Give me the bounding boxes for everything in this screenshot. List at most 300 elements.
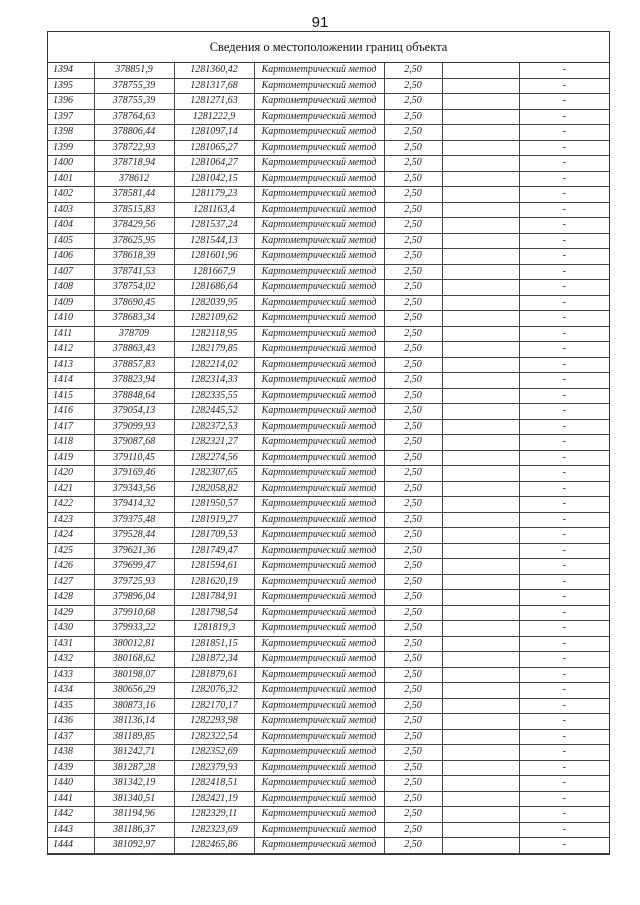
accuracy-cell: 2,50 — [384, 822, 442, 838]
point-number-cell: 1440 — [48, 776, 94, 792]
y-coordinate-cell: 1282329,11 — [174, 807, 254, 823]
method-cell: Картометрический метод — [254, 729, 384, 745]
table-body — [48, 63, 609, 853]
x-coordinate-cell: 379528,44 — [94, 528, 174, 544]
table-row — [48, 822, 609, 838]
method-cell: Картометрический метод — [254, 497, 384, 513]
y-coordinate-cell: 1281042,15 — [174, 171, 254, 187]
y-coordinate-cell: 1281798,54 — [174, 605, 254, 621]
description-cell — [442, 791, 519, 807]
description-cell — [442, 590, 519, 606]
x-coordinate-cell: 379414,32 — [94, 497, 174, 513]
y-coordinate-cell: 1281537,24 — [174, 218, 254, 234]
description-cell — [442, 357, 519, 373]
table-row — [48, 342, 609, 358]
y-coordinate-cell: 1282109,62 — [174, 311, 254, 327]
table-row — [48, 218, 609, 234]
point-number-cell: 1423 — [48, 512, 94, 528]
y-coordinate-cell: 1282465,86 — [174, 838, 254, 854]
point-number-cell: 1397 — [48, 109, 94, 125]
point-number-cell: 1402 — [48, 187, 94, 203]
description-cell — [442, 140, 519, 156]
method-cell: Картометрический метод — [254, 202, 384, 218]
y-coordinate-cell: 1282322,54 — [174, 729, 254, 745]
x-coordinate-cell: 379933,22 — [94, 621, 174, 637]
y-coordinate-cell: 1281667,9 — [174, 264, 254, 280]
note-cell: - — [519, 667, 609, 683]
point-number-cell: 1427 — [48, 574, 94, 590]
description-cell — [442, 683, 519, 699]
accuracy-cell: 2,50 — [384, 838, 442, 854]
x-coordinate-cell: 378806,44 — [94, 125, 174, 141]
point-number-cell: 1436 — [48, 714, 94, 730]
note-cell: - — [519, 264, 609, 280]
note-cell: - — [519, 481, 609, 497]
accuracy-cell: 2,50 — [384, 264, 442, 280]
x-coordinate-cell: 378709 — [94, 326, 174, 342]
point-number-cell: 1442 — [48, 807, 94, 823]
point-number-cell: 1421 — [48, 481, 94, 497]
x-coordinate-cell: 379343,56 — [94, 481, 174, 497]
method-cell: Картометрический метод — [254, 435, 384, 451]
note-cell: - — [519, 419, 609, 435]
table-row — [48, 543, 609, 559]
note-cell: - — [519, 791, 609, 807]
table-row — [48, 590, 609, 606]
accuracy-cell: 2,50 — [384, 233, 442, 249]
method-cell: Картометрический метод — [254, 590, 384, 606]
x-coordinate-cell: 378764,63 — [94, 109, 174, 125]
point-number-cell: 1417 — [48, 419, 94, 435]
description-cell — [442, 636, 519, 652]
accuracy-cell: 2,50 — [384, 156, 442, 172]
table-row — [48, 140, 609, 156]
point-number-cell: 1425 — [48, 543, 94, 559]
description-cell — [442, 621, 519, 637]
table-row — [48, 187, 609, 203]
method-cell: Картометрический метод — [254, 667, 384, 683]
y-coordinate-cell: 1282314,33 — [174, 373, 254, 389]
description-cell — [442, 156, 519, 172]
method-cell: Картометрический метод — [254, 807, 384, 823]
accuracy-cell: 2,50 — [384, 94, 442, 110]
accuracy-cell: 2,50 — [384, 481, 442, 497]
y-coordinate-cell: 1281222,9 — [174, 109, 254, 125]
table-row — [48, 280, 609, 296]
accuracy-cell: 2,50 — [384, 667, 442, 683]
table-row — [48, 202, 609, 218]
description-cell — [442, 435, 519, 451]
accuracy-cell: 2,50 — [384, 404, 442, 420]
method-cell: Картометрический метод — [254, 760, 384, 776]
y-coordinate-cell: 1282076,32 — [174, 683, 254, 699]
x-coordinate-cell: 378851,9 — [94, 63, 174, 78]
table-row — [48, 714, 609, 730]
x-coordinate-cell: 378741,53 — [94, 264, 174, 280]
note-cell: - — [519, 140, 609, 156]
point-number-cell: 1415 — [48, 388, 94, 404]
description-cell — [442, 249, 519, 265]
table-row — [48, 636, 609, 652]
table-row — [48, 94, 609, 110]
table-row — [48, 481, 609, 497]
y-coordinate-cell: 1282214,02 — [174, 357, 254, 373]
table-row — [48, 528, 609, 544]
accuracy-cell: 2,50 — [384, 109, 442, 125]
y-coordinate-cell: 1282118,95 — [174, 326, 254, 342]
table-row — [48, 404, 609, 420]
x-coordinate-cell: 378755,39 — [94, 94, 174, 110]
point-number-cell: 1444 — [48, 838, 94, 854]
description-cell — [442, 63, 519, 78]
description-cell — [442, 326, 519, 342]
method-cell: Картометрический метод — [254, 822, 384, 838]
method-cell: Картометрический метод — [254, 745, 384, 761]
description-cell — [442, 729, 519, 745]
method-cell: Картометрический метод — [254, 264, 384, 280]
accuracy-cell: 2,50 — [384, 187, 442, 203]
y-coordinate-cell: 1282418,51 — [174, 776, 254, 792]
point-number-cell: 1409 — [48, 295, 94, 311]
accuracy-cell: 2,50 — [384, 78, 442, 94]
description-cell — [442, 512, 519, 528]
table-row — [48, 156, 609, 172]
note-cell: - — [519, 311, 609, 327]
y-coordinate-cell: 1282179,85 — [174, 342, 254, 358]
description-cell — [442, 543, 519, 559]
description-cell — [442, 419, 519, 435]
coordinates-table — [48, 63, 609, 854]
description-cell — [442, 311, 519, 327]
x-coordinate-cell: 378618,39 — [94, 249, 174, 265]
y-coordinate-cell: 1281271,63 — [174, 94, 254, 110]
table-row — [48, 435, 609, 451]
accuracy-cell: 2,50 — [384, 357, 442, 373]
y-coordinate-cell: 1281851,15 — [174, 636, 254, 652]
x-coordinate-cell: 378754,02 — [94, 280, 174, 296]
method-cell: Картометрический метод — [254, 559, 384, 575]
note-cell: - — [519, 605, 609, 621]
accuracy-cell: 2,50 — [384, 791, 442, 807]
method-cell: Картометрический метод — [254, 311, 384, 327]
point-number-cell: 1419 — [48, 450, 94, 466]
accuracy-cell: 2,50 — [384, 218, 442, 234]
table-row — [48, 419, 609, 435]
point-number-cell: 1434 — [48, 683, 94, 699]
table-row — [48, 760, 609, 776]
note-cell: - — [519, 78, 609, 94]
note-cell: - — [519, 202, 609, 218]
x-coordinate-cell: 379910,68 — [94, 605, 174, 621]
point-number-cell: 1403 — [48, 202, 94, 218]
y-coordinate-cell: 1281686,64 — [174, 280, 254, 296]
point-number-cell: 1433 — [48, 667, 94, 683]
point-number-cell: 1428 — [48, 590, 94, 606]
y-coordinate-cell: 1281601,96 — [174, 249, 254, 265]
point-number-cell: 1398 — [48, 125, 94, 141]
method-cell: Картометрический метод — [254, 218, 384, 234]
point-number-cell: 1431 — [48, 636, 94, 652]
x-coordinate-cell: 379099,93 — [94, 419, 174, 435]
x-coordinate-cell: 378429,56 — [94, 218, 174, 234]
y-coordinate-cell: 1282445,52 — [174, 404, 254, 420]
accuracy-cell: 2,50 — [384, 497, 442, 513]
method-cell: Картометрический метод — [254, 791, 384, 807]
accuracy-cell: 2,50 — [384, 202, 442, 218]
note-cell: - — [519, 171, 609, 187]
note-cell: - — [519, 559, 609, 575]
boundary-table-sheet — [47, 31, 610, 855]
note-cell: - — [519, 156, 609, 172]
table-row — [48, 652, 609, 668]
note-cell: - — [519, 233, 609, 249]
note-cell: - — [519, 683, 609, 699]
note-cell: - — [519, 373, 609, 389]
table-row — [48, 512, 609, 528]
y-coordinate-cell: 1281879,61 — [174, 667, 254, 683]
description-cell — [442, 78, 519, 94]
note-cell: - — [519, 404, 609, 420]
method-cell: Картометрический метод — [254, 419, 384, 435]
x-coordinate-cell: 381189,85 — [94, 729, 174, 745]
description-cell — [442, 497, 519, 513]
note-cell: - — [519, 342, 609, 358]
x-coordinate-cell: 379725,93 — [94, 574, 174, 590]
note-cell: - — [519, 326, 609, 342]
x-coordinate-cell: 379110,45 — [94, 450, 174, 466]
table-row — [48, 791, 609, 807]
description-cell — [442, 109, 519, 125]
y-coordinate-cell: 1281594,61 — [174, 559, 254, 575]
page-number: 91 — [311, 14, 329, 31]
point-number-cell: 1424 — [48, 528, 94, 544]
y-coordinate-cell: 1282421,19 — [174, 791, 254, 807]
x-coordinate-cell: 381287,28 — [94, 760, 174, 776]
table-row — [48, 357, 609, 373]
y-coordinate-cell: 1281784,91 — [174, 590, 254, 606]
x-coordinate-cell: 381194,96 — [94, 807, 174, 823]
x-coordinate-cell: 379621,36 — [94, 543, 174, 559]
accuracy-cell: 2,50 — [384, 636, 442, 652]
method-cell: Картометрический метод — [254, 543, 384, 559]
method-cell: Картометрический метод — [254, 636, 384, 652]
point-number-cell: 1430 — [48, 621, 94, 637]
table-row — [48, 807, 609, 823]
table-row — [48, 497, 609, 513]
description-cell — [442, 280, 519, 296]
point-number-cell: 1399 — [48, 140, 94, 156]
point-number-cell: 1432 — [48, 652, 94, 668]
note-cell: - — [519, 94, 609, 110]
method-cell: Картометрический метод — [254, 605, 384, 621]
x-coordinate-cell: 380012,81 — [94, 636, 174, 652]
x-coordinate-cell: 381092,97 — [94, 838, 174, 854]
point-number-cell: 1441 — [48, 791, 94, 807]
note-cell: - — [519, 295, 609, 311]
table-row — [48, 450, 609, 466]
table-row — [48, 125, 609, 141]
y-coordinate-cell: 1282058,82 — [174, 481, 254, 497]
y-coordinate-cell: 1282307,65 — [174, 466, 254, 482]
point-number-cell: 1395 — [48, 78, 94, 94]
method-cell: Картометрический метод — [254, 187, 384, 203]
method-cell: Картометрический метод — [254, 171, 384, 187]
point-number-cell: 1420 — [48, 466, 94, 482]
accuracy-cell: 2,50 — [384, 683, 442, 699]
y-coordinate-cell: 1281872,34 — [174, 652, 254, 668]
accuracy-cell: 2,50 — [384, 574, 442, 590]
point-number-cell: 1405 — [48, 233, 94, 249]
y-coordinate-cell: 1281064,27 — [174, 156, 254, 172]
method-cell: Картометрический метод — [254, 249, 384, 265]
point-number-cell: 1410 — [48, 311, 94, 327]
y-coordinate-cell: 1282293,98 — [174, 714, 254, 730]
point-number-cell: 1435 — [48, 698, 94, 714]
x-coordinate-cell: 381242,71 — [94, 745, 174, 761]
table-row — [48, 373, 609, 389]
point-number-cell: 1413 — [48, 357, 94, 373]
table-row — [48, 295, 609, 311]
table-row — [48, 745, 609, 761]
description-cell — [442, 187, 519, 203]
y-coordinate-cell: 1281919,27 — [174, 512, 254, 528]
note-cell: - — [519, 109, 609, 125]
accuracy-cell: 2,50 — [384, 450, 442, 466]
y-coordinate-cell: 1281544,13 — [174, 233, 254, 249]
accuracy-cell: 2,50 — [384, 326, 442, 342]
method-cell: Картометрический метод — [254, 373, 384, 389]
method-cell: Картометрический метод — [254, 404, 384, 420]
x-coordinate-cell: 381186,37 — [94, 822, 174, 838]
point-number-cell: 1416 — [48, 404, 94, 420]
accuracy-cell: 2,50 — [384, 373, 442, 389]
y-coordinate-cell: 1282352,69 — [174, 745, 254, 761]
note-cell: - — [519, 497, 609, 513]
point-number-cell: 1411 — [48, 326, 94, 342]
note-cell: - — [519, 125, 609, 141]
method-cell: Картометрический метод — [254, 574, 384, 590]
note-cell: - — [519, 807, 609, 823]
point-number-cell: 1443 — [48, 822, 94, 838]
accuracy-cell: 2,50 — [384, 435, 442, 451]
note-cell: - — [519, 63, 609, 78]
x-coordinate-cell: 378515,83 — [94, 202, 174, 218]
method-cell: Картометрический метод — [254, 450, 384, 466]
accuracy-cell: 2,50 — [384, 342, 442, 358]
description-cell — [442, 342, 519, 358]
method-cell: Картометрический метод — [254, 481, 384, 497]
note-cell: - — [519, 652, 609, 668]
note-cell: - — [519, 528, 609, 544]
accuracy-cell: 2,50 — [384, 249, 442, 265]
y-coordinate-cell: 1281179,23 — [174, 187, 254, 203]
table-row — [48, 249, 609, 265]
x-coordinate-cell: 378625,95 — [94, 233, 174, 249]
description-cell — [442, 125, 519, 141]
point-number-cell: 1429 — [48, 605, 94, 621]
accuracy-cell: 2,50 — [384, 63, 442, 78]
point-number-cell: 1404 — [48, 218, 94, 234]
note-cell: - — [519, 512, 609, 528]
table-row — [48, 683, 609, 699]
table-row — [48, 326, 609, 342]
accuracy-cell: 2,50 — [384, 776, 442, 792]
description-cell — [442, 218, 519, 234]
method-cell: Картометрический метод — [254, 125, 384, 141]
note-cell: - — [519, 574, 609, 590]
table-row — [48, 605, 609, 621]
x-coordinate-cell: 380656,29 — [94, 683, 174, 699]
description-cell — [442, 264, 519, 280]
note-cell: - — [519, 543, 609, 559]
method-cell: Картометрический метод — [254, 295, 384, 311]
x-coordinate-cell: 378612 — [94, 171, 174, 187]
accuracy-cell: 2,50 — [384, 171, 442, 187]
method-cell: Картометрический метод — [254, 714, 384, 730]
accuracy-cell: 2,50 — [384, 807, 442, 823]
y-coordinate-cell: 1281620,19 — [174, 574, 254, 590]
accuracy-cell: 2,50 — [384, 528, 442, 544]
accuracy-cell: 2,50 — [384, 698, 442, 714]
method-cell: Картометрический метод — [254, 512, 384, 528]
accuracy-cell: 2,50 — [384, 543, 442, 559]
x-coordinate-cell: 378683,34 — [94, 311, 174, 327]
accuracy-cell: 2,50 — [384, 295, 442, 311]
x-coordinate-cell: 379375,48 — [94, 512, 174, 528]
note-cell: - — [519, 435, 609, 451]
y-coordinate-cell: 1281950,57 — [174, 497, 254, 513]
table-row — [48, 311, 609, 327]
method-cell: Картометрический метод — [254, 140, 384, 156]
description-cell — [442, 698, 519, 714]
description-cell — [442, 605, 519, 621]
description-cell — [442, 667, 519, 683]
point-number-cell: 1408 — [48, 280, 94, 296]
x-coordinate-cell: 379087,68 — [94, 435, 174, 451]
y-coordinate-cell: 1282274,56 — [174, 450, 254, 466]
table-row — [48, 63, 609, 78]
accuracy-cell: 2,50 — [384, 125, 442, 141]
method-cell: Картометрический метод — [254, 388, 384, 404]
accuracy-cell: 2,50 — [384, 311, 442, 327]
x-coordinate-cell: 378823,94 — [94, 373, 174, 389]
table-row — [48, 574, 609, 590]
point-number-cell: 1396 — [48, 94, 94, 110]
method-cell: Картометрический метод — [254, 326, 384, 342]
description-cell — [442, 481, 519, 497]
y-coordinate-cell: 1282039,95 — [174, 295, 254, 311]
point-number-cell: 1406 — [48, 249, 94, 265]
method-cell: Картометрический метод — [254, 357, 384, 373]
method-cell: Картометрический метод — [254, 838, 384, 854]
y-coordinate-cell: 1281749,47 — [174, 543, 254, 559]
x-coordinate-cell: 378857,83 — [94, 357, 174, 373]
point-number-cell: 1422 — [48, 497, 94, 513]
table-row — [48, 621, 609, 637]
note-cell: - — [519, 357, 609, 373]
point-number-cell: 1414 — [48, 373, 94, 389]
description-cell — [442, 559, 519, 575]
description-cell — [442, 807, 519, 823]
x-coordinate-cell: 378863,43 — [94, 342, 174, 358]
table-title: Сведения о местоположении границ объекта — [48, 32, 609, 63]
accuracy-cell: 2,50 — [384, 388, 442, 404]
note-cell: - — [519, 745, 609, 761]
x-coordinate-cell: 378755,39 — [94, 78, 174, 94]
y-coordinate-cell: 1282379,93 — [174, 760, 254, 776]
note-cell: - — [519, 822, 609, 838]
x-coordinate-cell: 379699,47 — [94, 559, 174, 575]
